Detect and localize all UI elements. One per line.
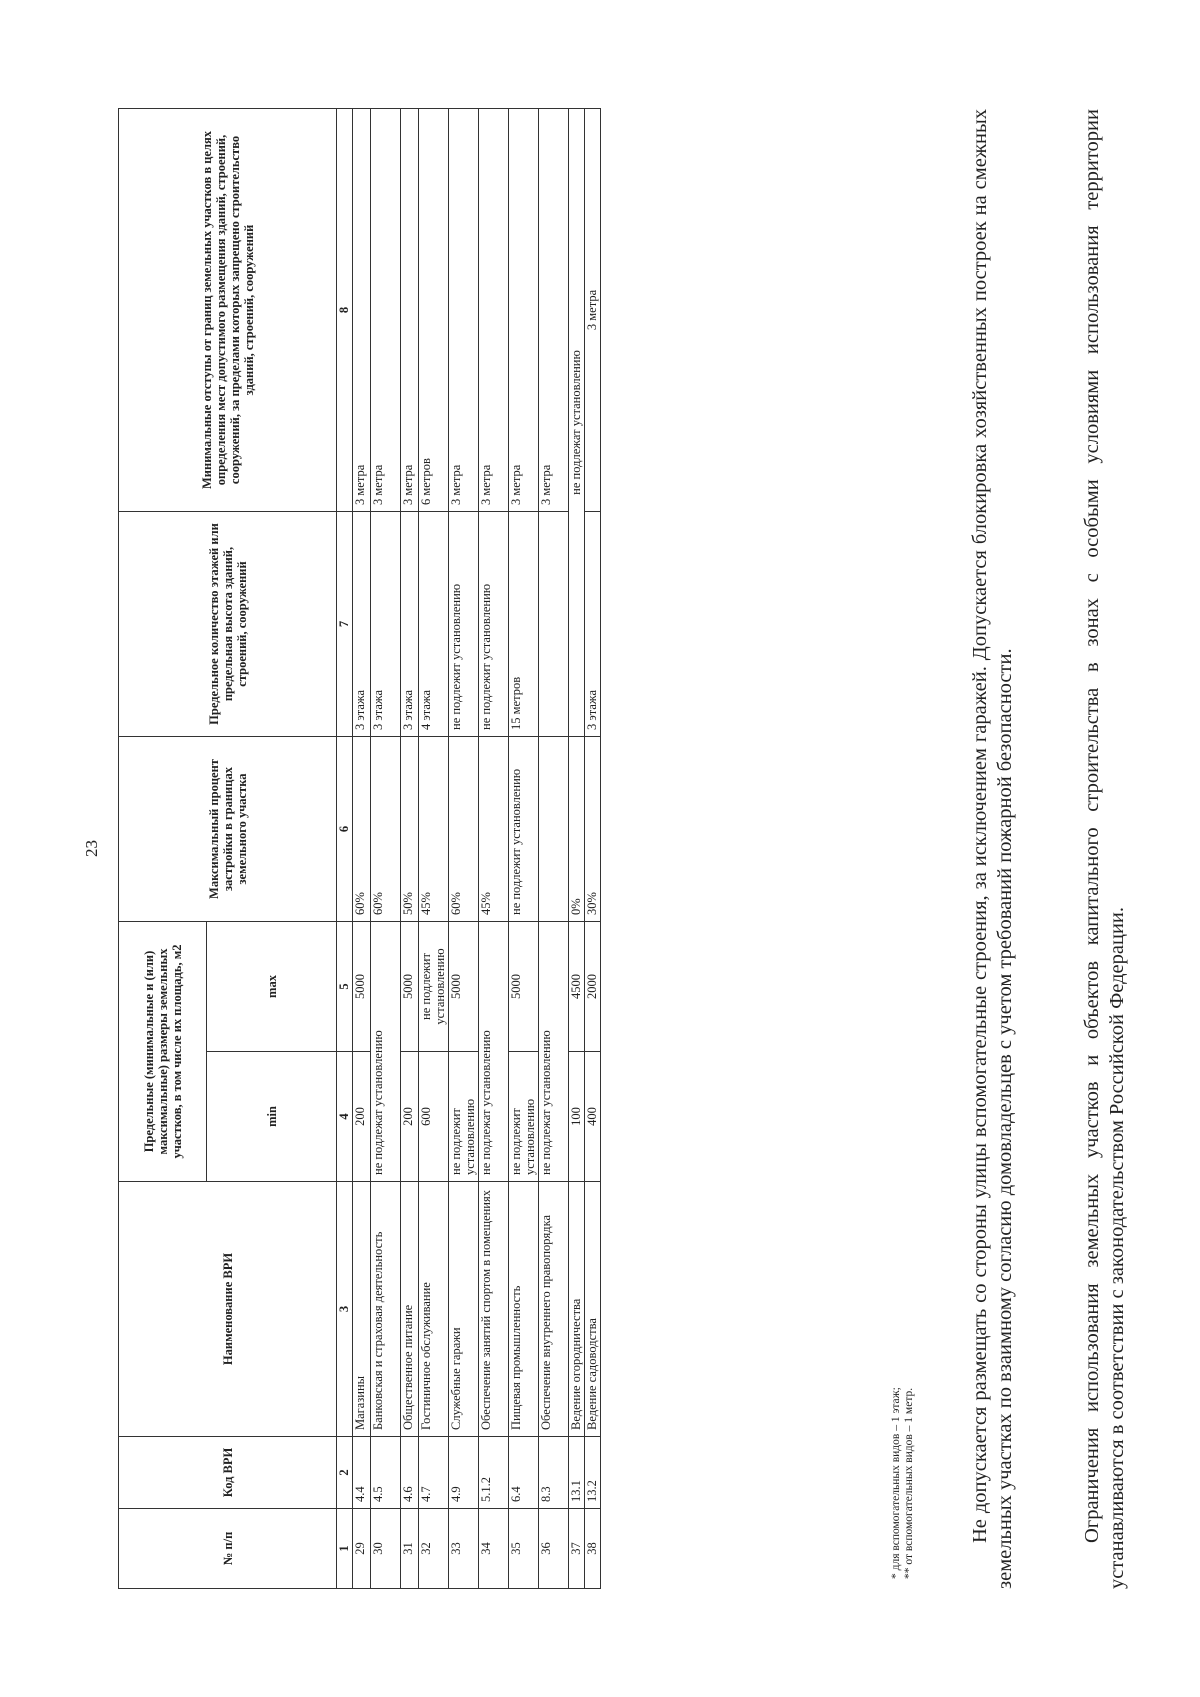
header-sizes: Предельные (минимальные и (или) максимальные) размеры земельных участков, в том числе их площадь, м2 [119,922,207,1182]
table-row [539,109,569,1589]
cell-name: Ведение огородничества [569,1182,585,1437]
col-number: 2 [337,1437,353,1509]
col-number: 6 [337,737,353,922]
cell-max: 5000 [449,922,479,1052]
cell-name: Пищевая промышленность [509,1182,539,1437]
cell-floors: не подлежит установлению [449,512,479,737]
header-no: № п/п [119,1509,337,1589]
cell-name: Служебные гаражи [449,1182,479,1437]
cell-code: 13.2 [585,1437,601,1509]
cell-setback: 3 метра [401,109,419,512]
cell-percent: 50% [401,737,419,922]
footnotes [890,1387,916,1579]
cell-setback: 6 метров [419,109,449,512]
col-number: 5 [337,922,353,1052]
cell-no: 37 [569,1509,585,1589]
cell-name: Обеспечение внутреннего правопорядка [539,1182,569,1437]
cell-floors [539,512,569,737]
cell-name: Общественное питание [401,1182,419,1437]
cell-code: 4.6 [401,1437,419,1509]
cell-code: 4.5 [371,1437,401,1509]
cell-code: 6.4 [509,1437,539,1509]
paragraph: Ограничения использования земельных участков и объектов капитального строительства в зонах с особыми условиями использования территории устанавливаются в соответствии с законодательством Российской Федерации. [1081,109,1128,1589]
cell-no: 29 [353,1509,371,1589]
footnote: ** от вспомогательных видов – 1 метр. [903,1387,915,1579]
table-row [509,109,539,1589]
table-row [371,109,401,1589]
cell-max: 4500 [569,922,585,1052]
paragraph: Не допускается размещать со стороны улицы вспомогательные строения, за исключением гаражей. Допускается блокировка хозяйственных построек на смежных земельных участках по взаимному согласию домовладельцев с учетом требований пожарной безопасности. [969,109,1016,1589]
cell-floors: не подлежит установлению [479,512,509,737]
cell-code: 5.1.2 [479,1437,509,1509]
cell-no: 31 [401,1509,419,1589]
table-row [569,109,585,1589]
col-number: 3 [337,1182,353,1437]
cell-min: 200 [353,1052,371,1182]
cell-name: Банковская и страховая деятельность [371,1182,401,1437]
table-row [479,109,509,1589]
header-floors: Предельное количество этажей или предельная высота зданий, строений, сооружений [119,512,337,737]
table-row [449,109,479,1589]
cell-minmax: не подлежат установлению [539,922,569,1182]
table-row [401,109,419,1589]
col-number: 7 [337,512,353,737]
cell-no: 33 [449,1509,479,1589]
cell-setback: 3 метра [449,109,479,512]
cell-min: 400 [585,1052,601,1182]
cell-code: 4.9 [449,1437,479,1509]
header-min: min [207,1052,337,1182]
cell-setback: 3 метра [353,109,371,512]
cell-setback: 3 метра [509,109,539,512]
cell-min: не подлежит установлению [509,1052,539,1182]
cell-no: 36 [539,1509,569,1589]
cell-name: Обеспечение занятий спортом в помещениях [479,1182,509,1437]
cell-max: 5000 [509,922,539,1052]
cell-code: 4.4 [353,1437,371,1509]
cell-setback: 3 метра [479,109,509,512]
cell-minmax: не подлежат установлению [479,922,509,1182]
cell-floors: 3 этажа [401,512,419,737]
column-number-row [337,109,353,1589]
cell-code: 8.3 [539,1437,569,1509]
cell-percent [539,737,569,922]
table-row [585,109,601,1589]
cell-max: 5000 [353,922,371,1052]
cell-setback: 3 метра [371,109,401,512]
cell-max: не подлежит установлению [419,922,449,1052]
cell-code: 13.1 [569,1437,585,1509]
cell-floors-setback: не подлежат установлению [569,109,585,737]
cell-percent: 30% [585,737,601,922]
cell-max: 5000 [401,922,419,1052]
cell-min: не подлежит установлению [449,1052,479,1182]
cell-no: 32 [419,1509,449,1589]
cell-code: 4.7 [419,1437,449,1509]
cell-floors: 15 метров [509,512,539,737]
cell-floors: 4 этажа [419,512,449,737]
cell-floors: 3 этажа [353,512,371,737]
cell-no: 38 [585,1509,601,1589]
cell-max: 2000 [585,922,601,1052]
table-row [419,109,449,1589]
page-number: 23 [82,840,101,857]
col-number: 1 [337,1509,353,1589]
footnote: * для вспомогательных видов – 1 этаж; [890,1387,902,1579]
cell-setback: 3 метра [539,109,569,512]
header-percent: Максимальный процент застройки в границах земельного участка [119,737,337,922]
cell-setback: 3 метра [585,109,601,512]
cell-percent: 45% [479,737,509,922]
cell-no: 34 [479,1509,509,1589]
header-setbacks: Минимальные отступы от границ земельных участков в целях определения мест допустимого размещения зданий, строений, сооружений, за пределами которых запрещено строительство зданий, строений, сооружений [119,109,337,512]
col-number: 4 [337,1052,353,1182]
cell-no: 35 [509,1509,539,1589]
header-row-1 [119,109,207,1589]
cell-percent: 0% [569,737,585,922]
cell-percent: 45% [419,737,449,922]
cell-name: Магазины [353,1182,371,1437]
cell-min: 600 [419,1052,449,1182]
vri-table [118,108,601,1589]
cell-no: 30 [371,1509,401,1589]
header-max: max [207,922,337,1052]
col-number: 8 [337,109,353,512]
cell-percent: 60% [449,737,479,922]
cell-percent: 60% [371,737,401,922]
cell-minmax: не подлежат установлению [371,922,401,1182]
cell-min: 100 [569,1052,585,1182]
header-name: Наименование ВРИ [119,1182,337,1437]
cell-name: Гостиничное обслуживание [419,1182,449,1437]
table-row [353,109,371,1589]
header-code: Код ВРИ [119,1437,337,1509]
cell-percent: не подлежит установлению [509,737,539,922]
cell-percent: 60% [353,737,371,922]
cell-min: 200 [401,1052,419,1182]
cell-name: Ведение садоводства [585,1182,601,1437]
cell-floors: 3 этажа [585,512,601,737]
cell-floors: 3 этажа [371,512,401,737]
